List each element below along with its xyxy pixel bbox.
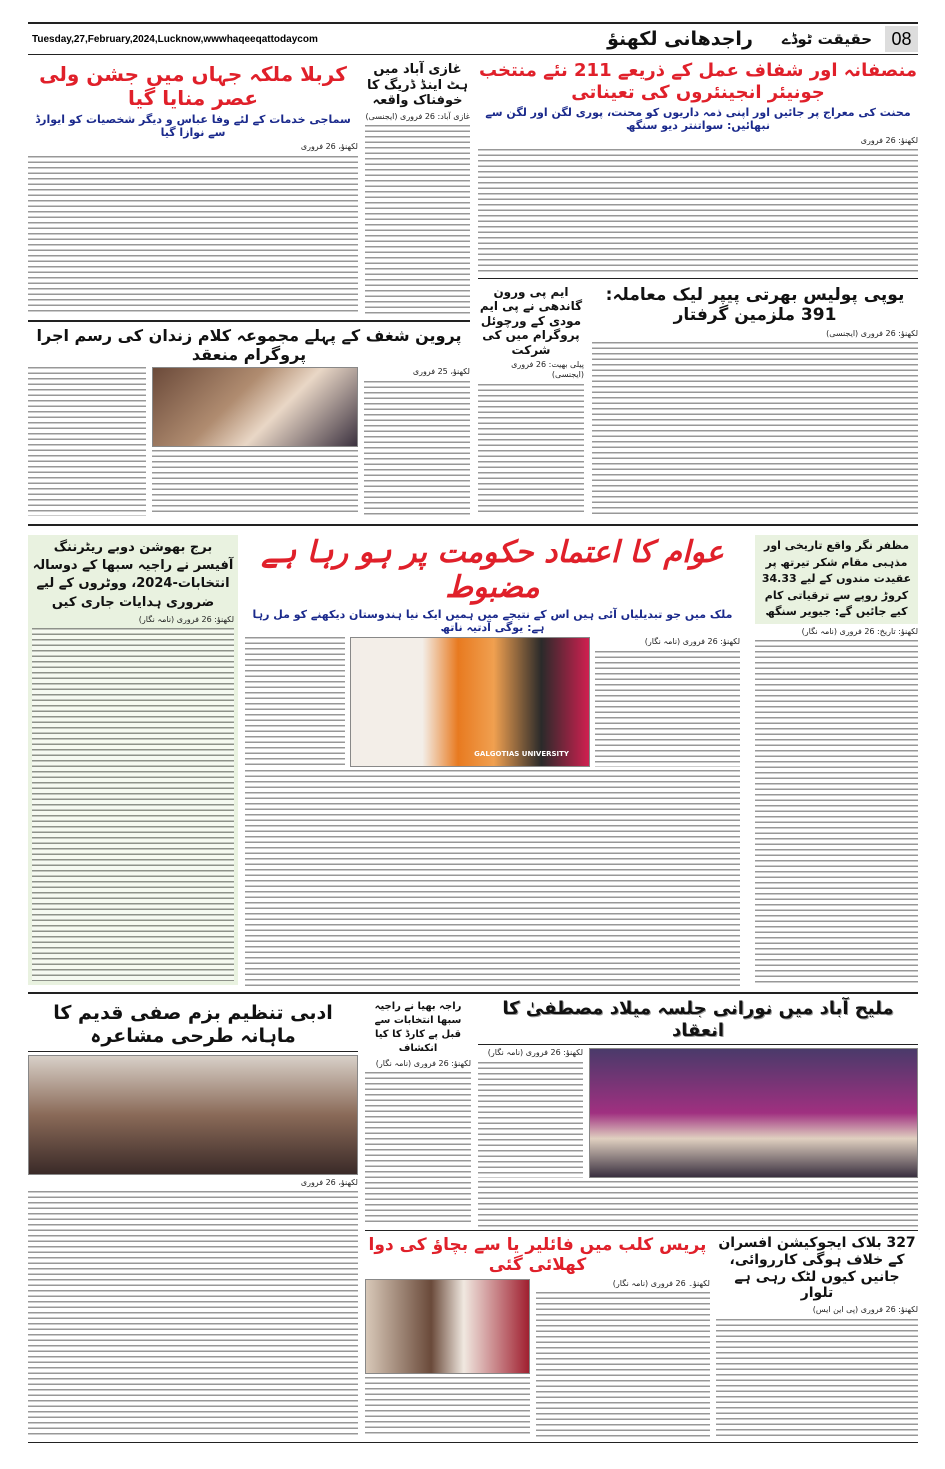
headline-brij: برج بھوشن دوبے ریٹرننگ آفیسر نے راجیہ سبھا کے دوسالہ انتخابات-2024، ووٹروں کے لیے ضروری ہدایات جاری کیں [32, 540, 234, 610]
divider [365, 1230, 918, 1231]
article-varun [478, 285, 584, 515]
article-karbala [28, 62, 358, 314]
brij-box [28, 535, 238, 985]
body-karbala [28, 156, 358, 314]
headline-raja: راجہ بھیا نے راجیہ سبھا انتخابات سے قبل پے کارڈ کا کیا انکشاف [374, 1001, 462, 1054]
body-lead-2 [245, 637, 345, 767]
dateline-malihabad: لکھنؤ: 26 فروری (نامہ نگار) [487, 1048, 583, 1058]
lead-top-row [245, 637, 740, 767]
article-engineers [478, 60, 918, 274]
lead-col-right [595, 637, 740, 767]
headline-muzaffar: مظفر نگر واقع تاریخی اور مذہبی مقام شکر تیرتھ پر عقیدت مندوں کے لیے 34.33 کروڑ روپے سے ترقیاتی کام کیے جائیں گے: جیویر سنگھ [755, 535, 918, 624]
body-raja [365, 1072, 471, 1226]
body-police [592, 342, 918, 515]
dateline-mushaira: لکھنؤ، 26 فروری [300, 1177, 358, 1187]
header-rule [28, 54, 918, 55]
top-rule [28, 22, 918, 24]
photo-mushaira [28, 1055, 358, 1175]
headline-engineers: منصفانہ اور شفاف عمل کے ذریعے 211 نئے منتخب جونیئر انجینئروں کی تعیناتی [478, 60, 918, 103]
subhead-lead: ملک میں جو تبدیلیاں آئی ہیں اس کے نتیجے میں ہمیں ایک نیا ہندوستان دیکھنے کو مل رہا ہے: یوگی آدتیہ ناتھ [252, 608, 733, 635]
body-lead [595, 651, 740, 768]
photo-book-launch [152, 367, 358, 447]
subhead-engineers: محنت کی معراج پر جائیں اور اپنی ذمہ داریوں کو محنت، پوری لگن اور لگن سے نبھائیں: سواتنتر دیو سنگھ [485, 106, 911, 133]
lead-col-left [245, 637, 345, 767]
dateline-raja: لکھنؤ: 26 فروری (نامہ نگار) [375, 1059, 471, 1068]
dateline-lead: لکھنؤ: 26 فروری (نامہ نگار) [644, 637, 740, 647]
article-beo [716, 1235, 918, 1437]
dateline-police: لکھنؤ: 26 فروری (ایجنسی) [826, 328, 918, 338]
article-muzaffar [755, 535, 918, 985]
pressclub-col-right [536, 1279, 710, 1437]
headline-pressclub: پریس کلب میں فائلیر یا سے بچاؤ کی دوا کھلائی گئی [368, 1235, 707, 1276]
photo-yogi [350, 637, 590, 767]
article-raja [365, 1000, 471, 1226]
body-engineers [478, 149, 918, 274]
dateline-pressclub: لکھنؤ۔ 26 فروری (نامہ نگار) [612, 1278, 710, 1288]
subhead-karbala: سماجی خدمات کے لئے وفا عباس و دیگر شخصیات کو ایوارڈ سے نوازا گیا [35, 113, 351, 140]
headline-malihabad: ملیح آباد میں نورانی جلسہ میلاد مصطفیٰ کا انعقاد [502, 998, 894, 1041]
headline-lead: عوام کا اعتماد حکومت پر ہو رہا ہے مضبوط [261, 535, 724, 605]
parveen-col-mid [152, 367, 358, 516]
dateline-ghaziabad: غازی آباد: 26 فروری (ایجنسی) [365, 111, 470, 121]
dateline-muzaffar: لکھنؤ: تاریخ: 26 فروری (نامہ نگار) [801, 626, 918, 636]
divider [478, 278, 918, 279]
page-number: 08 [885, 26, 918, 52]
headline-ghaziabad: غازی آباد میں ہٹ اینڈ ڈریگ کا خوفناک واقعہ [366, 62, 469, 109]
body-ghaziabad [365, 125, 470, 314]
dateline-parveen: لکھنؤ، 25 فروری [412, 367, 470, 377]
divider [28, 1051, 358, 1052]
body-malihabad-2 [478, 1181, 918, 1227]
dateline-varun: پیلی بھیت: 26 فروری (ایجنسی) [511, 359, 584, 380]
article-parveen [28, 326, 470, 516]
article-police [592, 285, 918, 515]
body-parveen-3 [152, 450, 358, 516]
dateline-brij: لکھنؤ: 26 فروری (نامہ نگار) [138, 614, 234, 624]
body-pressclub-2 [365, 1377, 530, 1437]
article-ghaziabad [365, 62, 470, 314]
bottom-rule [28, 1442, 918, 1443]
body-varun [478, 384, 584, 515]
headline-mushaira: ادبی تنظیم بزم صفی قدیم کا ماہانہ طرحی مشاعرہ [53, 1002, 333, 1047]
body-muzaffar [755, 640, 918, 985]
malihabad-row [478, 1048, 918, 1178]
body-beo [716, 1319, 918, 1437]
article-lead [245, 536, 740, 986]
dateline-karbala: لکھنؤ، 26 فروری [300, 142, 358, 152]
divider [28, 992, 918, 994]
body-pressclub [536, 1292, 710, 1437]
photo-jalsa [589, 1048, 918, 1178]
dateline: Tuesday,27,February,2024,Lucknow,wwwhaqeeqattodaycom [32, 34, 318, 45]
divider [478, 1044, 918, 1045]
divider [28, 524, 918, 526]
photo-caption: GALGOTIAS UNIVERSITY [474, 750, 569, 759]
divider [28, 320, 470, 322]
body-malihabad [478, 1062, 583, 1179]
body-parveen [364, 381, 470, 516]
parveen-col-left [28, 367, 146, 516]
headline-police: یوپی پولیس بھرتی پیپر لیک معاملہ: 391 ملزمین گرفتار [605, 285, 905, 326]
body-parveen-2 [28, 367, 146, 516]
headline-beo: 327 بلاک ایجوکیشن افسران کے خلاف ہوگی کارروائی، جانیں کیوں لٹک رہی ہے تلوار [718, 1235, 916, 1302]
parveen-col-right [364, 367, 470, 516]
headline-varun: ایم پی ورون گاندھی نے پی ایم مودی کے ورچوئل پروگرام میں کی شرکت [479, 285, 583, 357]
dateline-engineers: لکھنؤ: 26 فروری [860, 135, 918, 145]
pressclub-col-left [365, 1279, 530, 1437]
paper-logo: حقیقت ٹوڈے [781, 30, 873, 48]
malihabad-col-left [478, 1048, 583, 1178]
photo-pressclub [365, 1279, 530, 1374]
body-brij [32, 628, 234, 981]
section-title: راجدھانی لکھنؤ [607, 28, 753, 50]
body-mushaira [28, 1191, 358, 1436]
article-mushaira [28, 1002, 358, 1436]
headline-karbala: کربلا ملکہ جہاں میں جشن ولی عصر منایا گیا [39, 62, 347, 110]
article-malihabad [478, 998, 918, 1227]
dateline-beo: لکھنؤ: 26 فروری (پی این ایس) [812, 1305, 918, 1315]
headline-parveen: پروین شغف کے پہلے مجموعہ کلام زندان کی رسم اجرا پروگرام منعقد [36, 326, 462, 365]
body-lead-3 [245, 770, 740, 986]
article-pressclub [365, 1235, 710, 1437]
